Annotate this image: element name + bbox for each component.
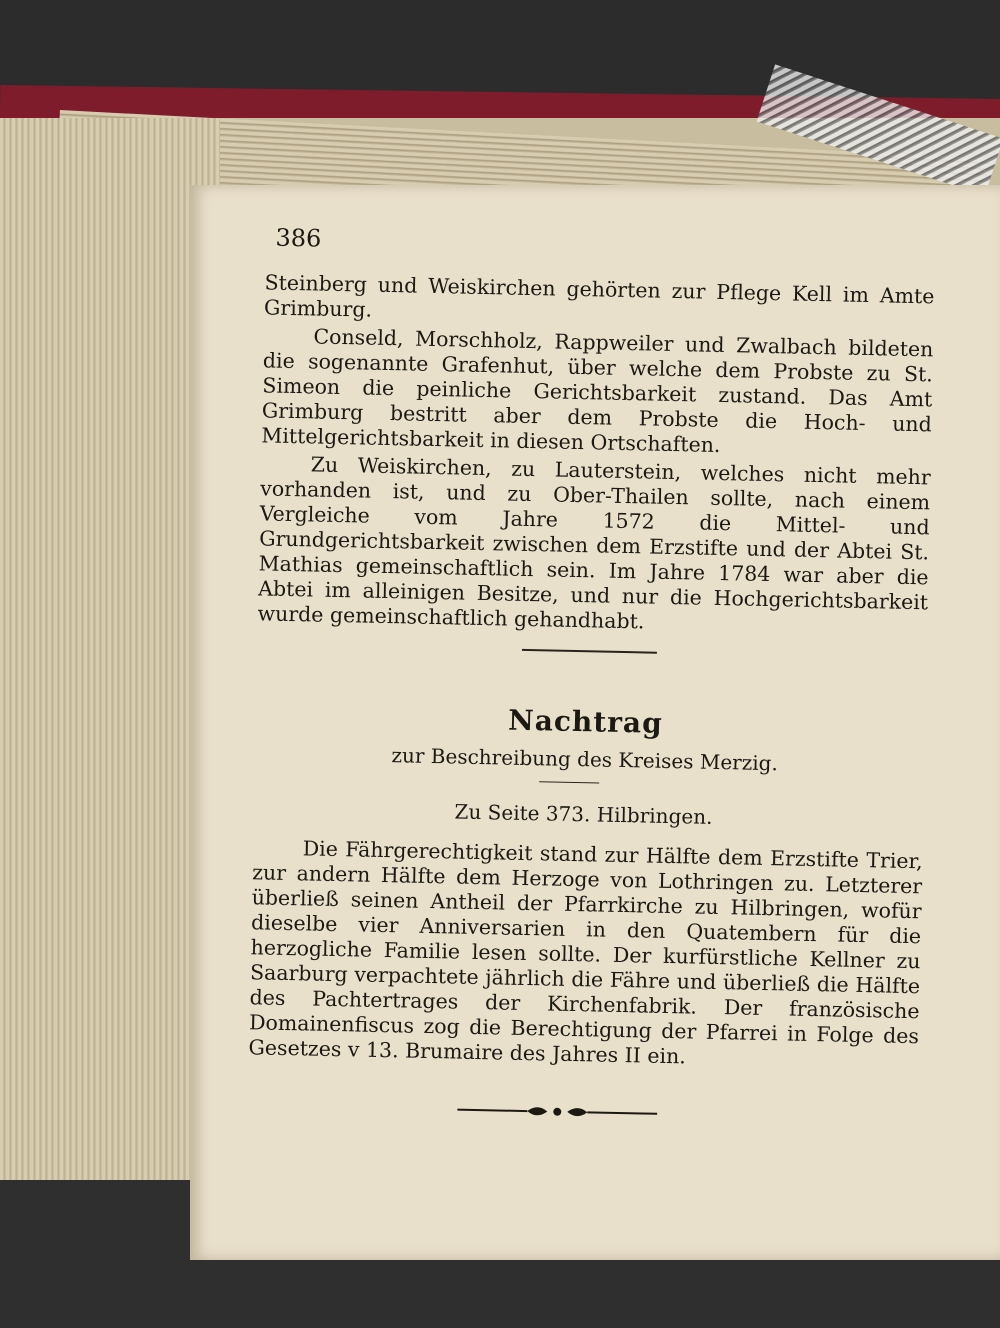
ornament-icon [457,1100,657,1124]
page-edges-left [0,118,220,1208]
section-heading: Zu Seite 373. Hilbringen. [454,799,713,829]
appendix-title: Nachtrag [507,703,664,740]
separator-rule [522,649,657,654]
appendix-subtitle: zur Beschreibung des Kreises Merzig. [391,743,779,776]
background-top [0,0,1000,100]
paragraph-2: Conseld, Morschholz, Rappweiler und Zwalbach bildeten die sogenannte Grafenhut, über welche dem Probste zu St. Simeon die peinliche Gerichtsbarkeit zustand. Das Amt Grimburg bestritt aber dem Probste die Hoch- und Mittelgerichtsbarkeit in diesen Ortschaften. [261,324,934,457]
short-rule [539,781,599,783]
page-number: 386 [275,223,322,253]
paragraph-1: Steinberg und Weiskirchen gehörten zur Pflege Kell im Amte Grimburg. [263,270,935,322]
section-paragraph: Die Fährgerechtigkeit stand zur Hälfte dem Erzstifte Trier, zur andern Hälfte dem Herzoge von Lothringen zu. Letzterer überließ seinen Antheil der Pfarrkirche zu Hilbringen, wofür dieselbe vier Anniversarien in den Quatembern für die herzogliche Familie lesen sollte. Der kurfürstliche Kellner zu Saarburg verpachtete jährlich die Fähre und überließ die Hälfte des Pachtertrages der Kirchenfabrik. Der französische Domainenfiscus zog die Berechtigung der Pfarrei in Folge des Gesetzes v 13. Brumaire des Jahres II ein. [248,836,923,1069]
paragraph-3: Zu Weiskirchen, zu Lauterstein, welches nicht mehr vorhanden ist, und zu Ober-Thailen sollte, nach einem Vergleiche vom Jahre 1572 die Mittel- und Grundgerichtsbarkeit zwischen dem Erzstifte und der Abtei St. Mathias gemeinschaftlich sein. Im Jahre 1784 war aber die Abtei im alleinigen Besitze, und nur die Hochgerichtsbarkeit wurde gemeinschaftlich gehandhabt. [257,452,931,634]
page-content [228,215,946,1109]
